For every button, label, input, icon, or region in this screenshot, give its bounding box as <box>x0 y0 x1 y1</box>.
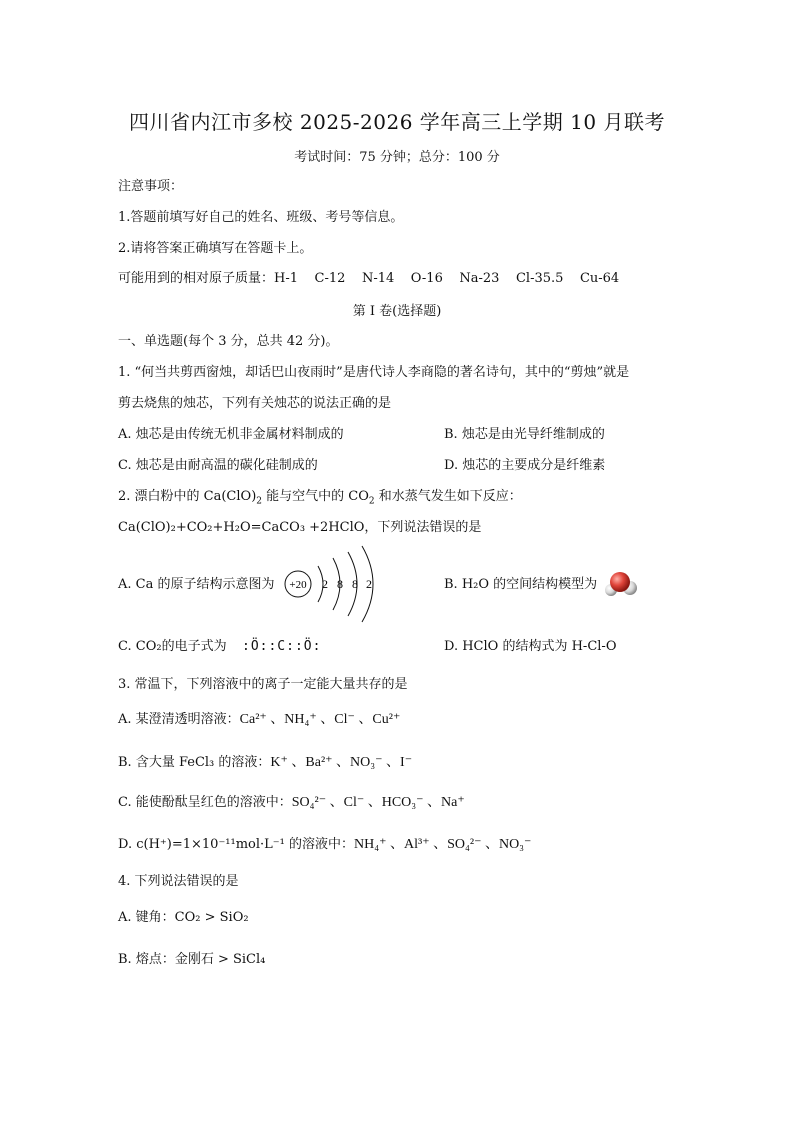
atomic-mass-line: 可能用到的相对原子质量：H-1 C-12 N-14 O-16 Na-23 Cl-35.5 Cu-64 <box>118 271 620 286</box>
notes-heading: 注意事项： <box>118 179 184 194</box>
shell-count-4: 2 <box>366 577 372 591</box>
q1-stem-line2: 剪去烧焦的烛芯，下列有关烛芯的说法正确的是 <box>118 396 392 411</box>
q3-stem: 3. 常温下，下列溶液中的离子一定能大量共存的是 <box>118 677 408 692</box>
shell-count-1: 2 <box>322 577 328 591</box>
ca-atomic-structure-diagram <box>282 544 382 624</box>
q2-option-b: B. H₂O 的空间结构模型为 <box>444 577 598 592</box>
q2-equation: Ca(ClO)₂+CO₂+H₂O=CaCO₃ +2HClO，下列说法错误的是 <box>118 520 482 535</box>
q2-option-d: D. HClO 的结构式为 H-Cl-O <box>444 639 617 654</box>
q3-option-c: C. 能使酚酞呈红色的溶液中：SO₄²⁻ 、Cl⁻ 、HCO₃⁻ 、Na⁺ <box>118 795 465 810</box>
part-title: 一、单选题(每个 3 分，总共 42 分)。 <box>118 334 339 349</box>
q2-option-c: C. CO₂的电子式为 <box>118 639 227 654</box>
q1-option-b: B. 烛芯是由光导纤维制成的 <box>444 427 605 442</box>
q4-option-a: A. 键角：CO₂ > SiO₂ <box>118 910 249 925</box>
shell-count-3: 8 <box>352 577 358 591</box>
q1-option-c: C. 烛芯是由耐高温的碳化硅制成的 <box>118 458 318 473</box>
water-model-icon <box>604 570 640 598</box>
q1-option-a: A. 烛芯是由传统无机非金属材料制成的 <box>118 427 344 442</box>
q4-option-b: B. 熔点：金刚石 > SiCl₄ <box>118 952 266 967</box>
q4-stem: 4. 下列说法错误的是 <box>118 874 239 889</box>
q1-stem-line1: 1. “何当共剪西窗烛，却话巴山夜雨时”是唐代诗人李商隐的著名诗句，其中的“剪烛”就是 <box>118 365 630 380</box>
q3-option-a: A. 某澄清透明溶液：Ca²⁺ 、NH₄⁺ 、Cl⁻ 、Cu²⁺ <box>118 712 401 727</box>
q2-stem: 2. 漂白粉中的 $Ca(ClO)_2$ 能与空气中的 $CO_2$ 和水蒸气发生如下反应： <box>118 489 522 507</box>
q1-option-d: D. 烛芯的主要成分是纤维素 <box>444 458 606 473</box>
exam-subtitle: 考试时间：75 分钟；总分：100 分 <box>294 150 500 165</box>
co2-electron-formula: :Ö::C::Ö: <box>242 639 322 654</box>
exam-title: 四川省内江市多校 2025-2026 学年高三上学期 10 月联考 <box>129 110 665 134</box>
q3-option-d: D. c(H⁺)=1×10⁻¹¹mol·L⁻¹ 的溶液中：NH₄⁺ 、Al³⁺ 、SO₄²⁻ 、NO₃⁻ <box>118 837 532 852</box>
nucleus-label: +20 <box>289 579 307 591</box>
note-item-2: 2.请将答案正确填写在答题卡上。 <box>118 241 313 256</box>
shell-count-2: 8 <box>337 577 343 591</box>
q2-option-a: A. Ca 的原子结构示意图为 <box>118 577 275 592</box>
q3-option-b: B. 含大量 FeCl₃ 的溶液：K⁺ 、Ba²⁺ 、NO₃⁻ 、I⁻ <box>118 755 413 770</box>
section-title: 第 I 卷(选择题) <box>352 304 442 319</box>
note-item-1: 1.答题前填写好自己的姓名、班级、考号等信息。 <box>118 210 404 225</box>
